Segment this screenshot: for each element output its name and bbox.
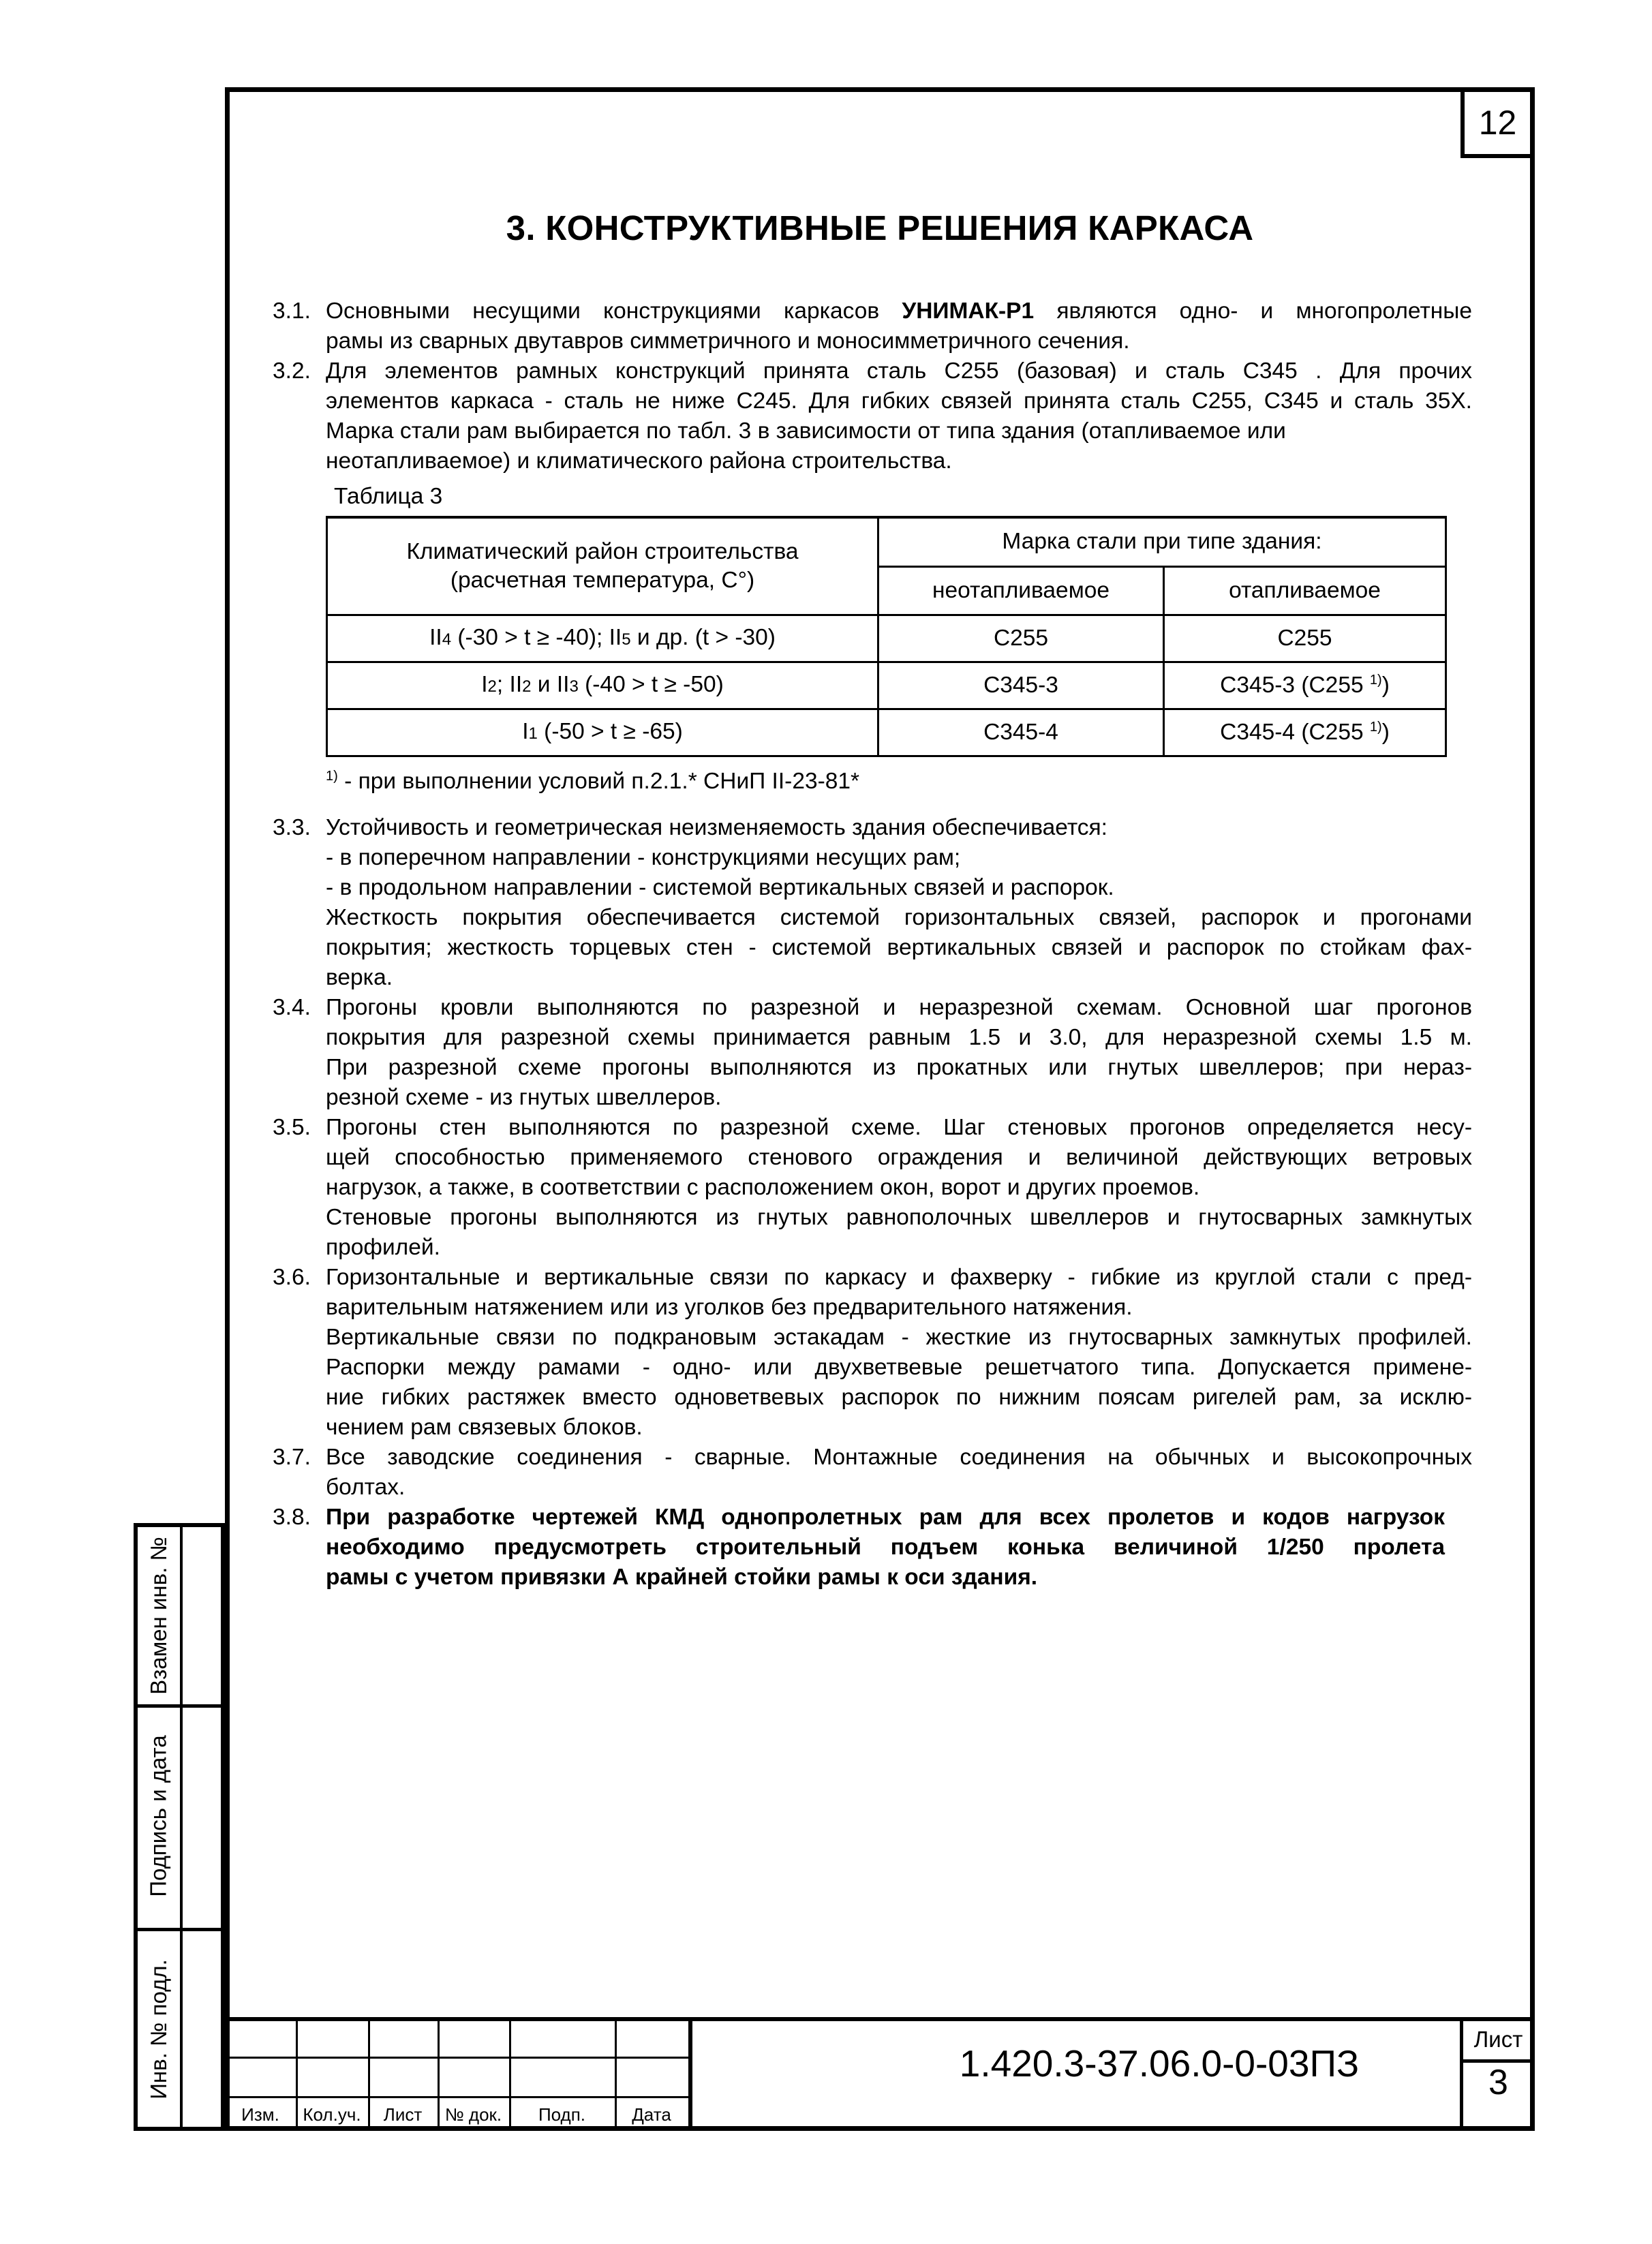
stamp-cell (138, 1704, 180, 1928)
para-line: резной схеме - из гнутых швеллеров. (326, 1085, 722, 1110)
paragraph-3-3 (273, 813, 1472, 993)
cell-subscript: 3 (569, 677, 579, 696)
para-line: рамы из сварных двутавров симметричного и моносимметричного сечения. (326, 328, 1130, 354)
para-line: Марка стали рам выбирается по табл. 3 в зависимости от типа здания (отапливаемое или (326, 418, 1286, 444)
table-cell-unheated: С345-3 (878, 662, 1164, 709)
cell-text: (-30 > t ≥ -40); II (451, 624, 622, 650)
table-header-text: Климатический район строительства (406, 539, 799, 564)
stamp-label-replace-inv: Взамен инв. № (146, 1537, 172, 1695)
para-line: При разработке чертежей КМД однопролетных рам для всех пролетов и кодов нагрузок (326, 1505, 1445, 1530)
table-cell-unheated: С255 (878, 615, 1164, 662)
para-number: 3.7. (273, 1445, 311, 1470)
sheet-number: 3 (1488, 2063, 1508, 2102)
para-number: 3.6. (273, 1265, 311, 1290)
para-number: 3.8. (273, 1505, 311, 1530)
para-line: профилей. (326, 1235, 440, 1260)
para-line: щей способностью применяемого стенового ограждения и величиной действующих ветровых (326, 1145, 1472, 1170)
cell-text: С345-4 (С255 (1220, 720, 1370, 745)
table-cell-unheated: С345-4 (878, 709, 1164, 756)
paragraph-3-5 (273, 1113, 1472, 1263)
table-header-text: (расчетная температура, С°) (450, 568, 755, 593)
grid-line (225, 2057, 690, 2059)
top-sheet-number-text: 12 (1478, 104, 1517, 142)
cell-text: I (522, 718, 529, 744)
paragraph-3-4 (273, 993, 1472, 1113)
para-line: чением рам связевых блоков. (326, 1415, 643, 1440)
cell-subscript: 1 (528, 724, 538, 743)
para-line: Для элементов рамных конструкций принята сталь С255 (базовая) и сталь С345 . Для прочих (326, 358, 1472, 384)
body-text (273, 296, 1472, 1593)
para-line: Горизонтальные и вертикальные связи по каркасу и фахверку - гибкие из круглой стали с пред- (326, 1265, 1472, 1290)
para-line: - в продольном направлении - системой вертикальных связей и распорок. (326, 875, 1114, 900)
para-number: 3.3. (273, 815, 311, 840)
para-line: верка. (326, 965, 393, 990)
para-text: являются одно- и многопролетные (1056, 298, 1473, 324)
side-stamp (134, 1523, 225, 2131)
para-line: элементов каркаса - сталь не ниже С245. Для гибких связей принята сталь С255, С345 и сталь 35Х. (326, 388, 1472, 414)
para-line: покрытия; жесткость торцевых стен - системой вертикальных связей и распорок по стойкам фах- (326, 935, 1472, 960)
para-line: Стеновые прогоны выполняются из гнутых равнополочных швеллеров и гнутосварных замкнутых (326, 1205, 1472, 1230)
para-line: неотапливаемое) и климатического района строительства. (326, 448, 952, 474)
sheet-label: Лист (1473, 2027, 1523, 2052)
para-line: необходимо предусмотреть строительный подъем конька величиной 1/250 пролета (326, 1535, 1445, 1560)
paragraph-3-8 (273, 1503, 1472, 1593)
para-line: варительным натяжением или из уголков без предварительного натяжения. (326, 1295, 1133, 1320)
table-row (327, 615, 1446, 662)
grid-line (225, 2096, 690, 2098)
cell-text: ) (1381, 673, 1390, 698)
table-footnote (326, 767, 1472, 797)
cell-text: (-40 > t ≥ -50) (578, 671, 724, 697)
para-line: нагрузок, а также, в соответствии с расположением окон, ворот и других проемов. (326, 1175, 1200, 1200)
table-cell-region (327, 709, 878, 756)
footnote-ref: 1) (1369, 719, 1382, 735)
top-sheet-number (1460, 87, 1535, 158)
product-name: УНИМАК-Р1 (902, 298, 1035, 324)
paragraph-3-1 (273, 296, 1472, 356)
footnote-mark: 1) (326, 768, 338, 784)
paragraph-3-7 (273, 1443, 1472, 1503)
table-cell-region (327, 615, 878, 662)
footnote-text: - при выполнении условий п.2.1.* СНиП II-23-81* (337, 769, 860, 794)
para-number: 3.1. (273, 298, 311, 324)
paragraph-3-2 (273, 356, 1472, 476)
para-line: Прогоны кровли выполняются по разрезной и неразрезной схемам. Основной шаг прогонов (326, 995, 1472, 1020)
table-caption: Таблица 3 (334, 484, 443, 509)
para-line: При разрезной схеме прогоны выполняются из прокатных или гнутых швеллеров; при нерaз- (326, 1055, 1472, 1080)
cell-text: (-50 > t ≥ -65) (537, 718, 683, 744)
para-line: Распорки между рамами - одно- или двухветвевые решетчатого типа. Допускается примене- (326, 1355, 1472, 1380)
table-cell-heated (1164, 709, 1446, 756)
para-text: Основными несущими конструкциями каркасов (326, 298, 880, 324)
para-line: Устойчивость и геометрическая неизменяемость здания обеспечивается: (326, 815, 1107, 840)
document-code: 1.420.3-37.06.0-0-03ПЗ (959, 2042, 1360, 2085)
table-cell-region (327, 662, 878, 709)
cell-text: и II (531, 671, 570, 697)
col-doc: № док. (444, 2104, 502, 2125)
table-header-heated: отапливаемое (1164, 566, 1446, 615)
cell-text: С345-3 (С255 (1220, 673, 1370, 698)
table-row (327, 662, 1446, 709)
table-header-region (327, 517, 878, 615)
para-line: Все заводские соединения - сварные. Монтажные соединения на обычных и высокопрочных (326, 1445, 1472, 1470)
col-date: Дата (632, 2104, 671, 2125)
col-podp: Подп. (538, 2104, 586, 2125)
cell-subscript: 4 (442, 630, 452, 649)
para-number: 3.4. (273, 995, 311, 1020)
title-block (225, 2017, 1535, 2131)
grid-line (688, 2021, 692, 2131)
para-line: покрытия для разрезной схемы принимается равным 1.5 и 3.0, для неразрезной схемы 1.5 м. (326, 1025, 1472, 1050)
stamp-cell (138, 1928, 180, 2131)
para-line: рамы с учетом привязки А крайней стойки рамы к оси здания. (326, 1565, 1038, 1590)
cell-text: I (481, 671, 488, 697)
table-row (327, 709, 1446, 756)
col-izm: Изм. (241, 2104, 279, 2125)
para-line (326, 296, 1472, 326)
para-number: 3.5. (273, 1115, 311, 1140)
stamp-label-inv-orig: Инв. № подл. (146, 1959, 171, 2100)
col-kol: Кол.уч. (303, 2104, 361, 2125)
stamp-divider (180, 1527, 183, 2127)
cell-text: ) (1381, 720, 1390, 745)
section-title: 3. КОНСТРУКТИВНЫЕ РЕШЕНИЯ КАРКАСА (506, 209, 1254, 247)
para-number: 3.2. (273, 358, 311, 384)
col-list: Лист (383, 2104, 423, 2125)
para-line: Прогоны стен выполняются по разрезной схеме. Шаг стеновых прогонов определяется несу- (326, 1115, 1472, 1140)
stamp-cell (138, 1527, 180, 1704)
cell-subscript: 2 (487, 677, 497, 696)
table-header-group: Марка стали при типе здания: (878, 517, 1446, 566)
table-cell-heated: С255 (1164, 615, 1446, 662)
cell-subscript: 2 (522, 677, 532, 696)
para-line: - в поперечном направлении - конструкциями несущих рам; (326, 845, 961, 870)
cell-text: и др. (t > -30) (630, 624, 776, 650)
footnote-ref: 1) (1369, 672, 1382, 688)
table-cell-heated (1164, 662, 1446, 709)
para-line: болтах. (326, 1475, 406, 1500)
stamp-label-sign-date: Подпись и дата (146, 1735, 172, 1897)
para-line: Жесткость покрытия обеспечивается системой горизонтальных связей, распорок и прогонами (326, 905, 1472, 930)
cell-text: ; II (496, 671, 523, 697)
cell-text: II (429, 624, 442, 650)
para-line: ние гибких растяжек вместо одноветвевых распорок по нижним поясам ригелей рам, за исклю- (326, 1385, 1472, 1410)
paragraph-3-6 (273, 1263, 1472, 1443)
para-line: Вертикальные связи по подкрановым эстакадам - жесткие из гнутосварных замкнутых профилей. (326, 1325, 1472, 1350)
table-header-unheated: неотапливаемое (878, 566, 1164, 615)
cell-subscript: 5 (622, 630, 631, 649)
steel-grade-table (326, 516, 1447, 757)
